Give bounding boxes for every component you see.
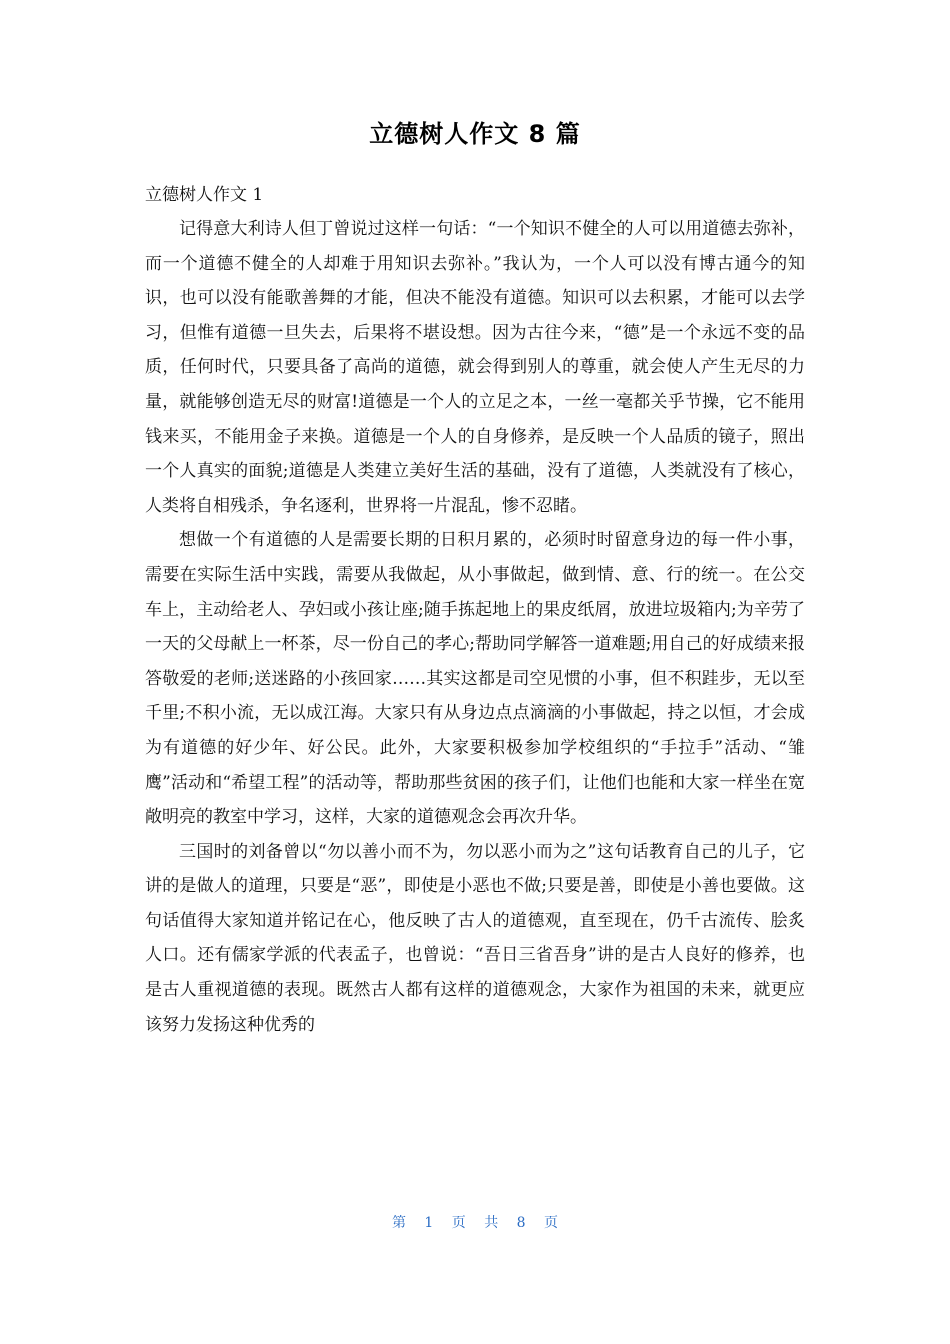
page-footer: 第 1 页 共 8 页 bbox=[391, 1215, 559, 1231]
paragraph-1: 记得意大利诗人但丁曾说过这样一句话：“一个知识不健全的人可以用道德去弥补，而一个道德不健全的人却难于用知识去弥补。”我认为，一个人可以没有博古通今的知识，也可以没有能歌善舞的才能，但决不能没有道德。知识可以去积累，才能可以去学习，但惟有道德一旦失去，后果将不堪设想。因为古往今来，“德”是一个永远不变的品质，任何时代，只要具备了高尚的道德，就会得到别人的尊重，就会使人产生无尽的力量，就能够创造无尽的财富!道德是一个人的立足之本，一丝一毫都关乎节操，它不能用钱来买，不能用金子来换。道德是一个人的自身修养，是反映一个人品质的镜子，照出一个人真实的面貌;道德是人类建立美好生活的基础，没有了道德，人类就没有了核心，人类将自相残杀，争名逐利，世界将一片混乱，惨不忍睹。 bbox=[145, 219, 805, 516]
section-heading: 立德树人作文 1 bbox=[145, 185, 264, 205]
paragraph-3: 三国时的刘备曾以“勿以善小而不为，勿以恶小而为之”这句话教育自己的儿子，它讲的是做人的道理，只要是“恶”，即使是小恶也不做;只要是善，即使是小善也要做。这句话值得大家知道并铭记在心，他反映了古人的道德观，直至现在，仍千古流传、脍炙人口。还有儒家学派的代表孟子，也曾说：“吾日三省吾身”讲的是古人良好的修养，也是古人重视道德的表现。既然古人都有这样的道德观念，大家作为祖国的未来，就更应该努力发扬这种优秀的 bbox=[145, 841, 805, 1035]
document-body bbox=[145, 212, 805, 1042]
document-title: 立德树人作文 8 篇 bbox=[369, 120, 581, 148]
paragraph-2: 想做一个有道德的人是需要长期的日积月累的，必须时时留意身边的每一件小事，需要在实际生活中实践，需要从我做起，从小事做起，做到情、意、行的统一。在公交车上，主动给老人、孕妇或小孩让座;随手拣起地上的果皮纸屑，放进垃圾箱内;为辛劳了一天的父母献上一杯茶，尽一份自己的孝心;帮助同学解答一道难题;用自己的好成绩来报答敬爱的老师;送迷路的小孩回家……其实这都是司空见惯的小事，但不积跬步，无以至千里;不积小流，无以成江海。大家只有从身边点点滴滴的小事做起，持之以恒，才会成为有道德的好少年、好公民。此外，大家要积极参加学校组织的“手拉手”活动、“雏鹰”活动和“希望工程”的活动等，帮助那些贫困的孩子们，让他们也能和大家一样坐在宽敞明亮的教室中学习，这样，大家的道德观念会再次升华。 bbox=[145, 530, 805, 828]
